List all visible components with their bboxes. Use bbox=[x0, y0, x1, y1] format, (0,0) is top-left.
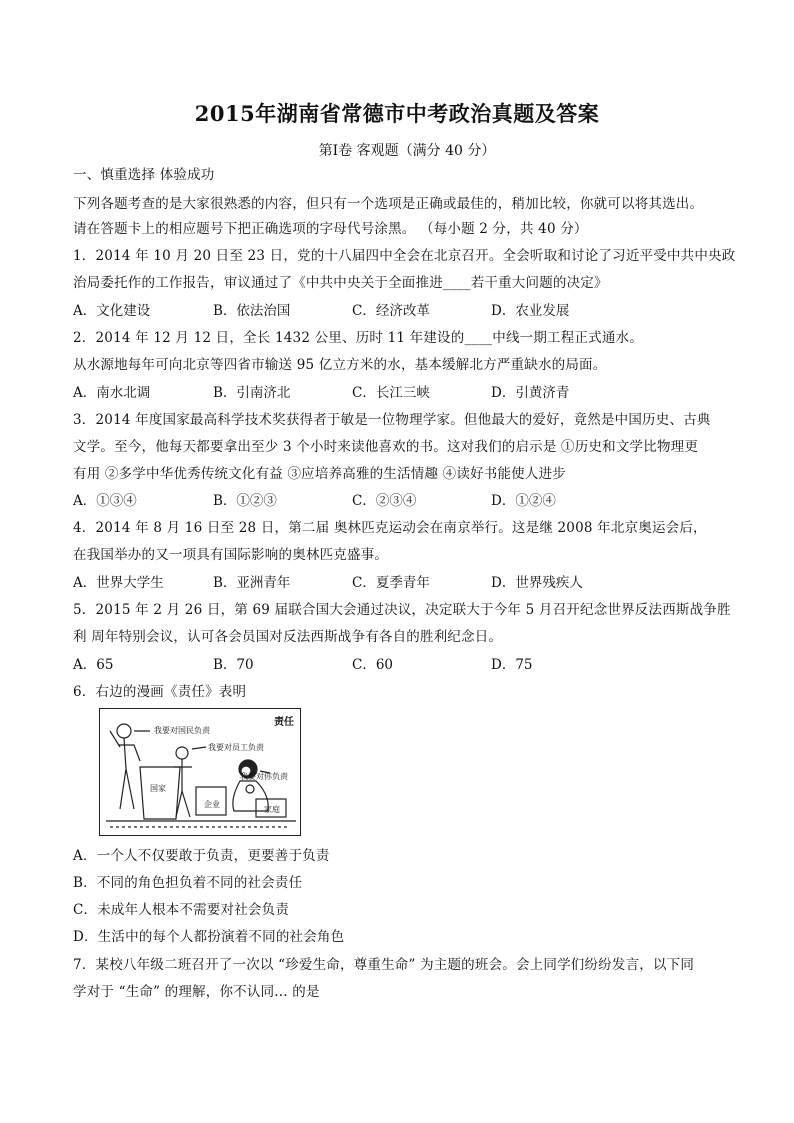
option-a: A．世界大学生 bbox=[73, 575, 164, 591]
cartoon-responsibility bbox=[99, 708, 301, 836]
question-3-stem: 有用 ②多学中华优秀传统文化有益 ③应培养高雅的生活情趣 ④读好书能使人进步 bbox=[73, 466, 566, 482]
speech-bubble: 我要对员工负责 bbox=[208, 743, 264, 752]
box-label: 家庭 bbox=[264, 805, 280, 814]
option-c: C．夏季青年 bbox=[352, 575, 430, 591]
option-c: C．未成年人根本不需要对社会负责 bbox=[73, 902, 290, 918]
speech-bubble: 我要对你负责 bbox=[240, 772, 288, 781]
option-d: D．75 bbox=[491, 657, 533, 673]
option-b: B．不同的角色担负着不同的社会责任 bbox=[73, 875, 303, 891]
question-2-stem: 从水源地每年可向北京等四省市输送 95 亿立方米的水，基本缓解北方严重缺水的局面。 bbox=[73, 357, 607, 373]
option-d: D．生活中的每个人都扮演着不同的社会角色 bbox=[73, 929, 345, 945]
option-a: A．文化建设 bbox=[73, 303, 151, 319]
option-c: C．60 bbox=[352, 657, 394, 673]
option-d: D．引黄济青 bbox=[491, 385, 570, 401]
question-7-stem: 学对于 “生命” 的理解，你不认同... 的是 bbox=[73, 984, 320, 1000]
question-6-stem: 6．右边的漫画《责任》表明 bbox=[73, 684, 247, 700]
option-c: C．长江三峡 bbox=[352, 385, 430, 401]
podium-label: 国家 bbox=[150, 784, 166, 793]
section-heading: 一、慎重选择 体验成功 bbox=[73, 167, 215, 183]
option-a: A．①③④ bbox=[73, 493, 137, 509]
question-4-stem: 4．2014 年 8 月 16 日至 28 日，第二届 奥林匹克运动会在南京举行。这是继 2008 年北京奥运会后， bbox=[73, 520, 707, 536]
option-d: D．①②④ bbox=[491, 493, 556, 509]
option-b: B．依法治国 bbox=[213, 303, 291, 319]
question-5-stem: 利 周年特别会议，认可各会员国对反法西斯战争有各自的胜利纪念日。 bbox=[73, 629, 503, 645]
option-a: A．南水北调 bbox=[73, 385, 151, 401]
question-3-stem: 3．2014 年度国家最高科学技术奖获得者于敏是一位物理学家。但他最大的爱好，竟然是中国历史、古典 bbox=[73, 412, 711, 428]
question-1-stem: 1．2014 年 10 月 20 日至 23 日，党的十八届四中全会在北京召开。全会听取和讨论了习近平受中共中央政 bbox=[73, 248, 736, 264]
option-b: B．亚洲青年 bbox=[213, 575, 291, 591]
section-subtitle: 第Ⅰ卷 客观题（满分 40 分） bbox=[318, 143, 496, 159]
option-b: B．引南济北 bbox=[213, 385, 291, 401]
question-2-stem: 2．2014 年 12 月 12 日，全长 1432 公里、历时 11 年建设的____中线一期工程正式通水。 bbox=[73, 330, 643, 346]
question-3-stem: 文学。至今，他每天都要拿出至少 3 个小时来读他喜欢的书。这对我们的启示是 ①历史和文学比物理更 bbox=[73, 439, 699, 455]
option-a: A．65 bbox=[73, 657, 114, 673]
speech-bubble: 我要对国民负责 bbox=[154, 726, 210, 735]
option-c: C．②③④ bbox=[352, 493, 417, 509]
question-4-stem: 在我国举办的又一项具有国际影响的奥林匹克盛事。 bbox=[73, 547, 389, 563]
question-7-stem: 7．某校八年级二班召开了一次以 “珍爱生命，尊重生命” 为主题的班会。会上同学们纷纷发言，以下同 bbox=[73, 957, 695, 973]
option-d: D．农业发展 bbox=[491, 303, 570, 319]
intro-line: 下列各题考查的是大家很熟悉的内容，但只有一个选项是正确或最佳的，稍加比较，你就可以将其选出。 bbox=[73, 196, 704, 212]
question-1-stem: 治局委托作的工作报告，审议通过了《中共中央关于全面推进____若干重大问题的决定》 bbox=[73, 275, 608, 291]
option-b: B．70 bbox=[213, 657, 254, 673]
option-a: A．一个人不仅要敢于负责，更要善于负责 bbox=[73, 848, 330, 864]
option-b: B．①②③ bbox=[213, 493, 277, 509]
page-title: 2015年湖南省常德市中考政治真题及答案 bbox=[194, 101, 600, 126]
cartoon-title: 责任 bbox=[274, 717, 294, 728]
question-5-stem: 5．2015 年 2 月 26 日，第 69 届联合国大会通过决议，决定联大于今年 5 月召开纪念世界反法西斯战争胜 bbox=[73, 602, 731, 618]
intro-line: 请在答题卡上的相应题号下把正确选项的字母代号涂黑。 （每小题 2 分，共 40 分） bbox=[73, 221, 588, 237]
box-label: 企业 bbox=[204, 800, 220, 809]
option-d: D．世界残疾人 bbox=[491, 575, 583, 591]
option-c: C．经济改革 bbox=[352, 303, 430, 319]
